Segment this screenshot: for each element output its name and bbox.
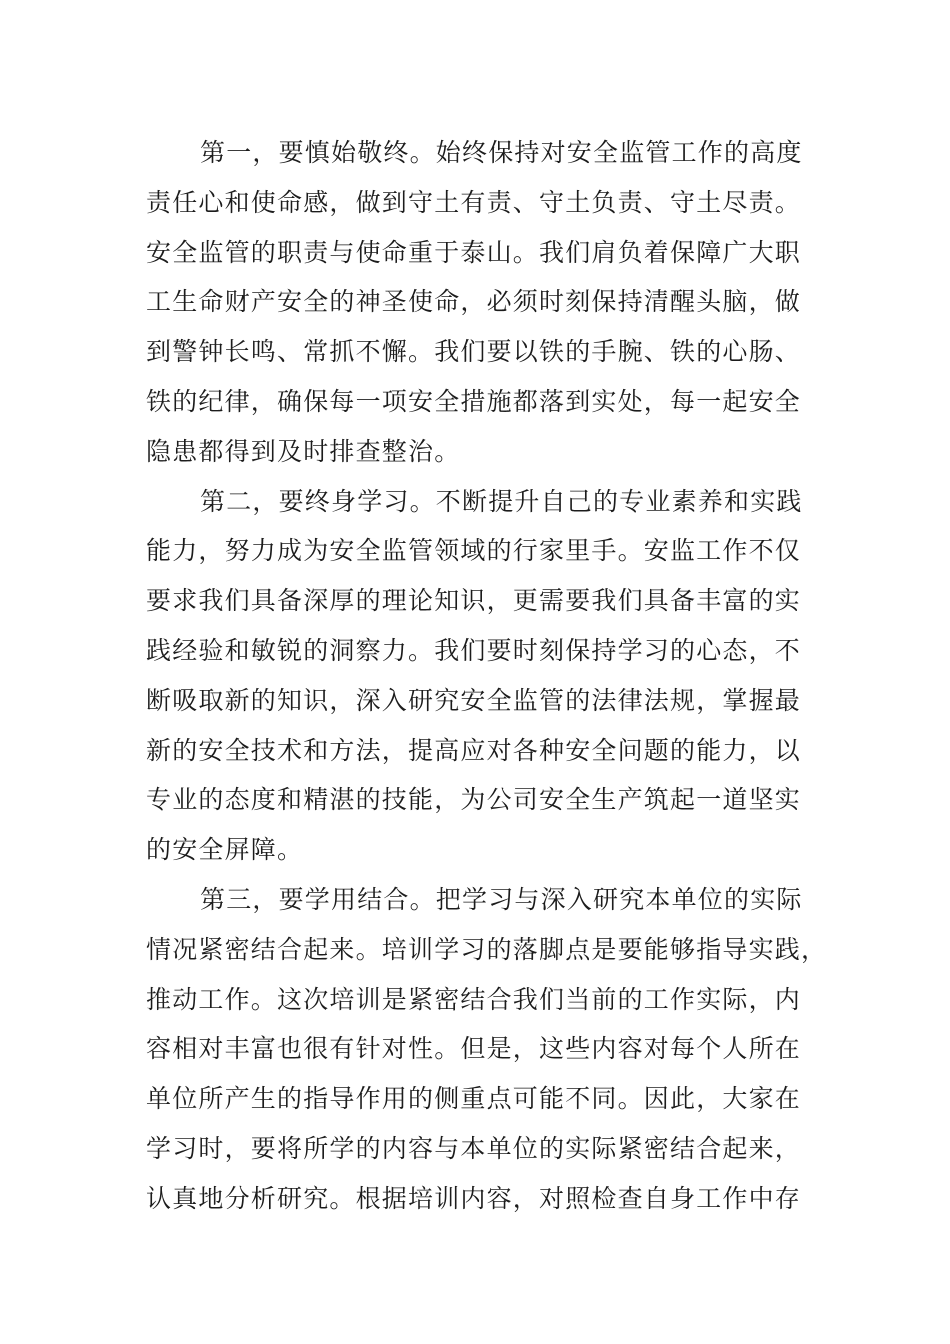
paragraph-line: 新的安全技术和方法，提高应对各种安全问题的能力，以 — [146, 735, 802, 765]
paragraph-line: 学习时，要将所学的内容与本单位的实际紧密结合起来， — [146, 1133, 802, 1163]
paragraph-line: 情况紧密结合起来。培训学习的落脚点是要能够指导实践， — [146, 934, 828, 964]
paragraph-3 — [146, 875, 828, 1224]
paragraph-line: 专业的态度和精湛的技能，为公司安全生产筑起一道坚实 — [146, 785, 802, 815]
document-body — [146, 128, 828, 1224]
paragraph-line: 践经验和敏锐的洞察力。我们要时刻保持学习的心态，不 — [146, 635, 802, 665]
paragraph-line: 责任心和使命感，做到守土有责、守土负责、守土尽责。 — [146, 187, 802, 217]
paragraph-1 — [146, 128, 803, 477]
paragraph-line: 铁的纪律，确保每一项安全措施都落到实处，每一起安全 — [146, 386, 802, 416]
paragraph-line: 第一，要慎始敬终。始终保持对安全监管工作的高度 — [200, 138, 803, 167]
paragraph-line: 的安全屏障。 — [146, 835, 304, 865]
paragraph-line: 容相对丰富也很有针对性。但是，这些内容对每个人所在 — [146, 1034, 802, 1064]
paragraph-line: 能力，努力成为安全监管领域的行家里手。安监工作不仅 — [146, 536, 802, 566]
paragraph-line: 要求我们具备深厚的理论知识，更需要我们具备丰富的实 — [146, 586, 802, 616]
paragraph-line: 断吸取新的知识，深入研究安全监管的法律法规，掌握最 — [146, 685, 802, 715]
paragraph-line: 第二，要终身学习。不断提升自己的专业素养和实践 — [200, 486, 803, 516]
paragraph-line: 第三，要学用结合。把学习与深入研究本单位的实际 — [200, 884, 803, 914]
paragraph-line: 单位所产生的指导作用的侧重点可能不同。因此，大家在 — [146, 1084, 802, 1114]
paragraph-line: 隐患都得到及时排查整治。 — [146, 436, 461, 466]
paragraph-line: 认真地分析研究。根据培训内容，对照检查自身工作中存 — [146, 1183, 802, 1213]
paragraph-line: 工生命财产安全的神圣使命，必须时刻保持清醒头脑，做 — [146, 287, 802, 317]
paragraph-2 — [146, 477, 803, 875]
paragraph-line: 安全监管的职责与使命重于泰山。我们肩负着保障广大职 — [146, 237, 802, 267]
paragraph-line: 推动工作。这次培训是紧密结合我们当前的工作实际，内 — [146, 984, 802, 1014]
paragraph-line: 到警钟长鸣、常抓不懈。我们要以铁的手腕、铁的心肠、 — [146, 337, 802, 367]
